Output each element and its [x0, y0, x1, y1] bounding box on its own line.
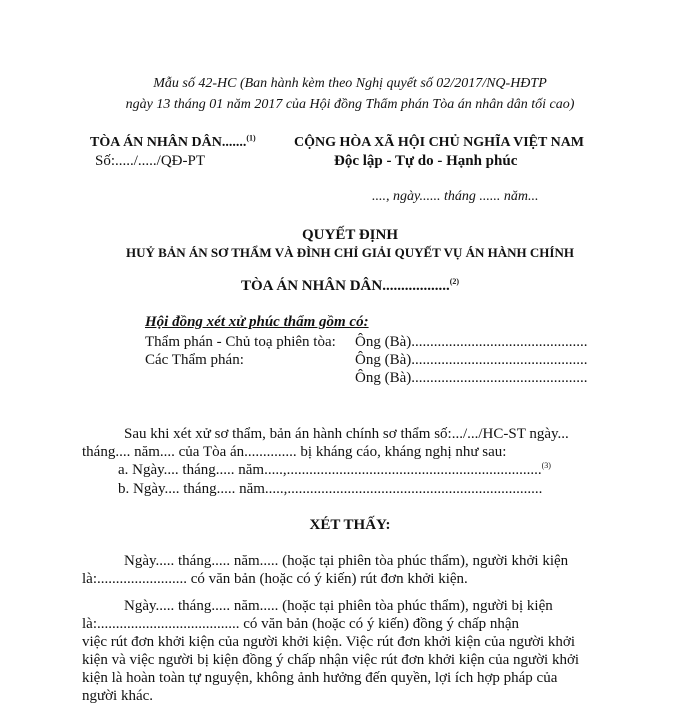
- finding-2-line4: kiện và việc người bị kiện đồng ý chấp nhận việc rút đơn khởi kiện của người khởi: [82, 652, 580, 668]
- finding-2-line1: Ngày..... tháng..... năm..... (hoặc tại phiên tòa phúc thẩm), người bị kiện: [124, 598, 553, 614]
- court-name: [90, 135, 256, 151]
- issuing-court: [0, 278, 700, 295]
- appeal-intro-line2: tháng.... năm.... của Tòa án.............. bị kháng cáo, kháng nghị như sau:: [82, 444, 507, 460]
- country-name: CỘNG HÒA XÃ HỘI CHỦ NGHĨA VIỆT NAM: [294, 135, 585, 150]
- appeal-item-b: b. Ngày.... tháng..... năm.....,....................................................................: [118, 481, 543, 497]
- place-date: ...., ngày...... tháng ...... năm...: [372, 189, 539, 204]
- footnote-3: (3): [541, 461, 551, 470]
- finding-2-line6: người khác.: [82, 688, 154, 704]
- panel-heading: Hội đồng xét xử phúc thẩm gồm có:: [145, 314, 369, 330]
- finding-1-line1: Ngày..... tháng..... năm..... (hoặc tại phiên tòa phúc thẩm), người khởi kiện: [124, 553, 569, 569]
- section-heading-findings: XÉT THẤY:: [309, 517, 391, 533]
- presiding-judge-value: Ông (Bà)...............................................: [355, 334, 588, 350]
- court-name-text: TÒA ÁN NHÂN DÂN.......: [90, 135, 247, 150]
- decision-number: Số:...../...../QĐ-PT: [95, 153, 206, 169]
- document-subtitle: HUỶ BẢN ÁN SƠ THẨM VÀ ĐÌNH CHỈ GIẢI QUYẾT VỤ ÁN HÀNH CHÍNH: [126, 245, 574, 260]
- finding-2-line5: kiện là hoàn toàn tự nguyện, không ảnh hưởng đến quyền, lợi ích hợp pháp của: [82, 670, 558, 686]
- presiding-judge-label: Thẩm phán - Chủ toạ phiên tòa:: [145, 334, 336, 350]
- form-reference-line1: Mẫu số 42-HC (Ban hành kèm theo Nghị quyết số 02/2017/NQ-HĐTP: [153, 76, 547, 91]
- document-title: QUYẾT ĐỊNH: [302, 227, 398, 243]
- judges-label: Các Thẩm phán:: [145, 352, 244, 368]
- footnote-1: (1): [246, 133, 256, 143]
- judge-1-value: Ông (Bà)...............................................: [355, 352, 588, 368]
- appeal-item-a: [118, 462, 551, 479]
- judge-2-value: Ông (Bà)...............................................: [355, 370, 588, 386]
- form-reference-line2: ngày 13 tháng 01 năm 2017 của Hội đồng Thẩm phán Tòa án nhân dân tối cao): [125, 97, 575, 112]
- national-motto: Độc lập - Tự do - Hạnh phúc: [334, 153, 518, 169]
- finding-2-line2: là:...................................... có văn bản (hoặc có ý kiến) đồng ý chấp nhận: [82, 616, 519, 632]
- issuing-court-text: TÒA ÁN NHÂN DÂN..................: [240, 278, 450, 294]
- finding-2-line3: việc rút đơn khởi kiện của người khởi kiện. Việc rút đơn khởi kiện của người khởi: [82, 634, 576, 650]
- finding-1-line2: là:........................ có văn bản (hoặc có ý kiến) rút đơn khởi kiện.: [82, 571, 468, 587]
- appeal-item-a-text: a. Ngày.... tháng..... năm.....,....................................................................: [118, 462, 542, 478]
- appeal-intro-line1: Sau khi xét xử sơ thẩm, bản án hành chính sơ thẩm số:.../.../HC-ST ngày...: [124, 426, 569, 442]
- footnote-2: (2): [449, 277, 460, 286]
